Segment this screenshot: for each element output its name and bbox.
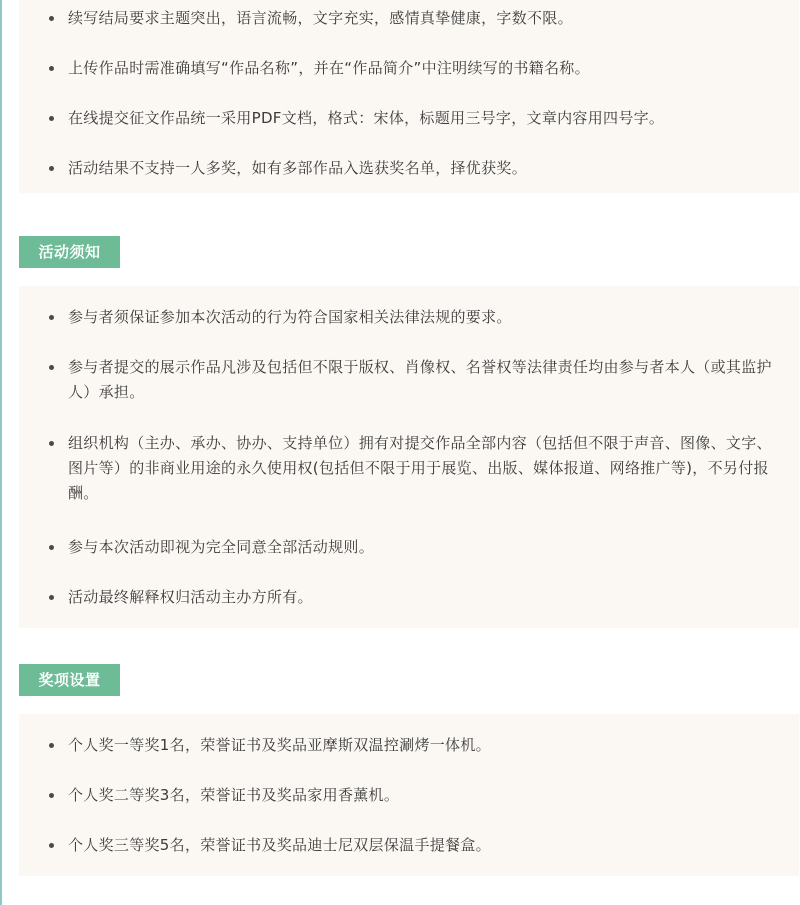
- left-border-rule: [0, 0, 2, 905]
- section-heading-awards: 奖项设置: [19, 664, 120, 696]
- bullet-dot: [49, 66, 54, 71]
- list-item: [19, 733, 799, 758]
- list-item-text: 个人奖三等奖5名，荣誉证书及奖品迪士尼双层保温手提餐盒。: [68, 836, 491, 854]
- list-item: [19, 585, 799, 610]
- list-item: [19, 56, 799, 81]
- list-item: [19, 156, 799, 181]
- awards-panel: [19, 714, 799, 876]
- list-item: [19, 535, 799, 560]
- list-item: [19, 355, 799, 405]
- bullet-dot: [49, 793, 54, 798]
- bullet-dot: [49, 743, 54, 748]
- bullet-dot: [49, 441, 54, 446]
- list-item-text: 参与本次活动即视为完全同意全部活动规则。: [68, 538, 375, 556]
- list-item-text: 活动结果不支持一人多奖，如有多部作品入选获奖名单，择优获奖。: [68, 159, 528, 177]
- notice-panel: [19, 286, 799, 628]
- bullet-dot: [49, 166, 54, 171]
- list-item-text: 个人奖二等奖3名，荣誉证书及奖品家用香薰机。: [68, 786, 400, 804]
- bullet-dot: [49, 595, 54, 600]
- bullet-dot: [49, 545, 54, 550]
- list-item-text: 组织机构（主办、承办、协办、支持单位）拥有对提交作品全部内容（包括但不限于声音、图像、文字、图片等）的非商业用途的永久使用权(包括但不限于用于展览、出版、媒体报道、网络推广等)，不另付报酬。: [68, 434, 772, 502]
- list-item: [19, 833, 799, 858]
- requirements-panel: [19, 0, 799, 193]
- list-item: [19, 305, 799, 330]
- bullet-dot: [49, 16, 54, 21]
- list-item: [19, 431, 799, 506]
- bullet-dot: [49, 315, 54, 320]
- section-heading-notice: 活动须知: [19, 236, 120, 268]
- bullet-dot: [49, 116, 54, 121]
- list-item-text: 活动最终解释权归活动主办方所有。: [68, 588, 313, 606]
- list-item-text: 在线提交征文作品统一采用PDF文档，格式：宋体，标题用三号字，文章内容用四号字。: [68, 109, 665, 127]
- list-item-text: 参与者提交的展示作品凡涉及包括但不限于版权、肖像权、名誉权等法律责任均由参与者本人（或其监护人）承担。: [68, 358, 772, 401]
- list-item-text: 续写结局要求主题突出，语言流畅，文字充实，感情真挚健康，字数不限。: [68, 9, 573, 27]
- bullet-dot: [49, 365, 54, 370]
- list-item: [19, 783, 799, 808]
- list-item-text: 参与者须保证参加本次活动的行为符合国家相关法律法规的要求。: [68, 308, 512, 326]
- list-item-text: 个人奖一等奖1名，荣誉证书及奖品亚摩斯双温控涮烤一体机。: [68, 736, 491, 754]
- list-item-text: 上传作品时需准确填写“作品名称”，并在“作品简介”中注明续写的书籍名称。: [68, 59, 590, 77]
- bullet-dot: [49, 843, 54, 848]
- list-item: [19, 106, 799, 131]
- list-item: [19, 6, 799, 31]
